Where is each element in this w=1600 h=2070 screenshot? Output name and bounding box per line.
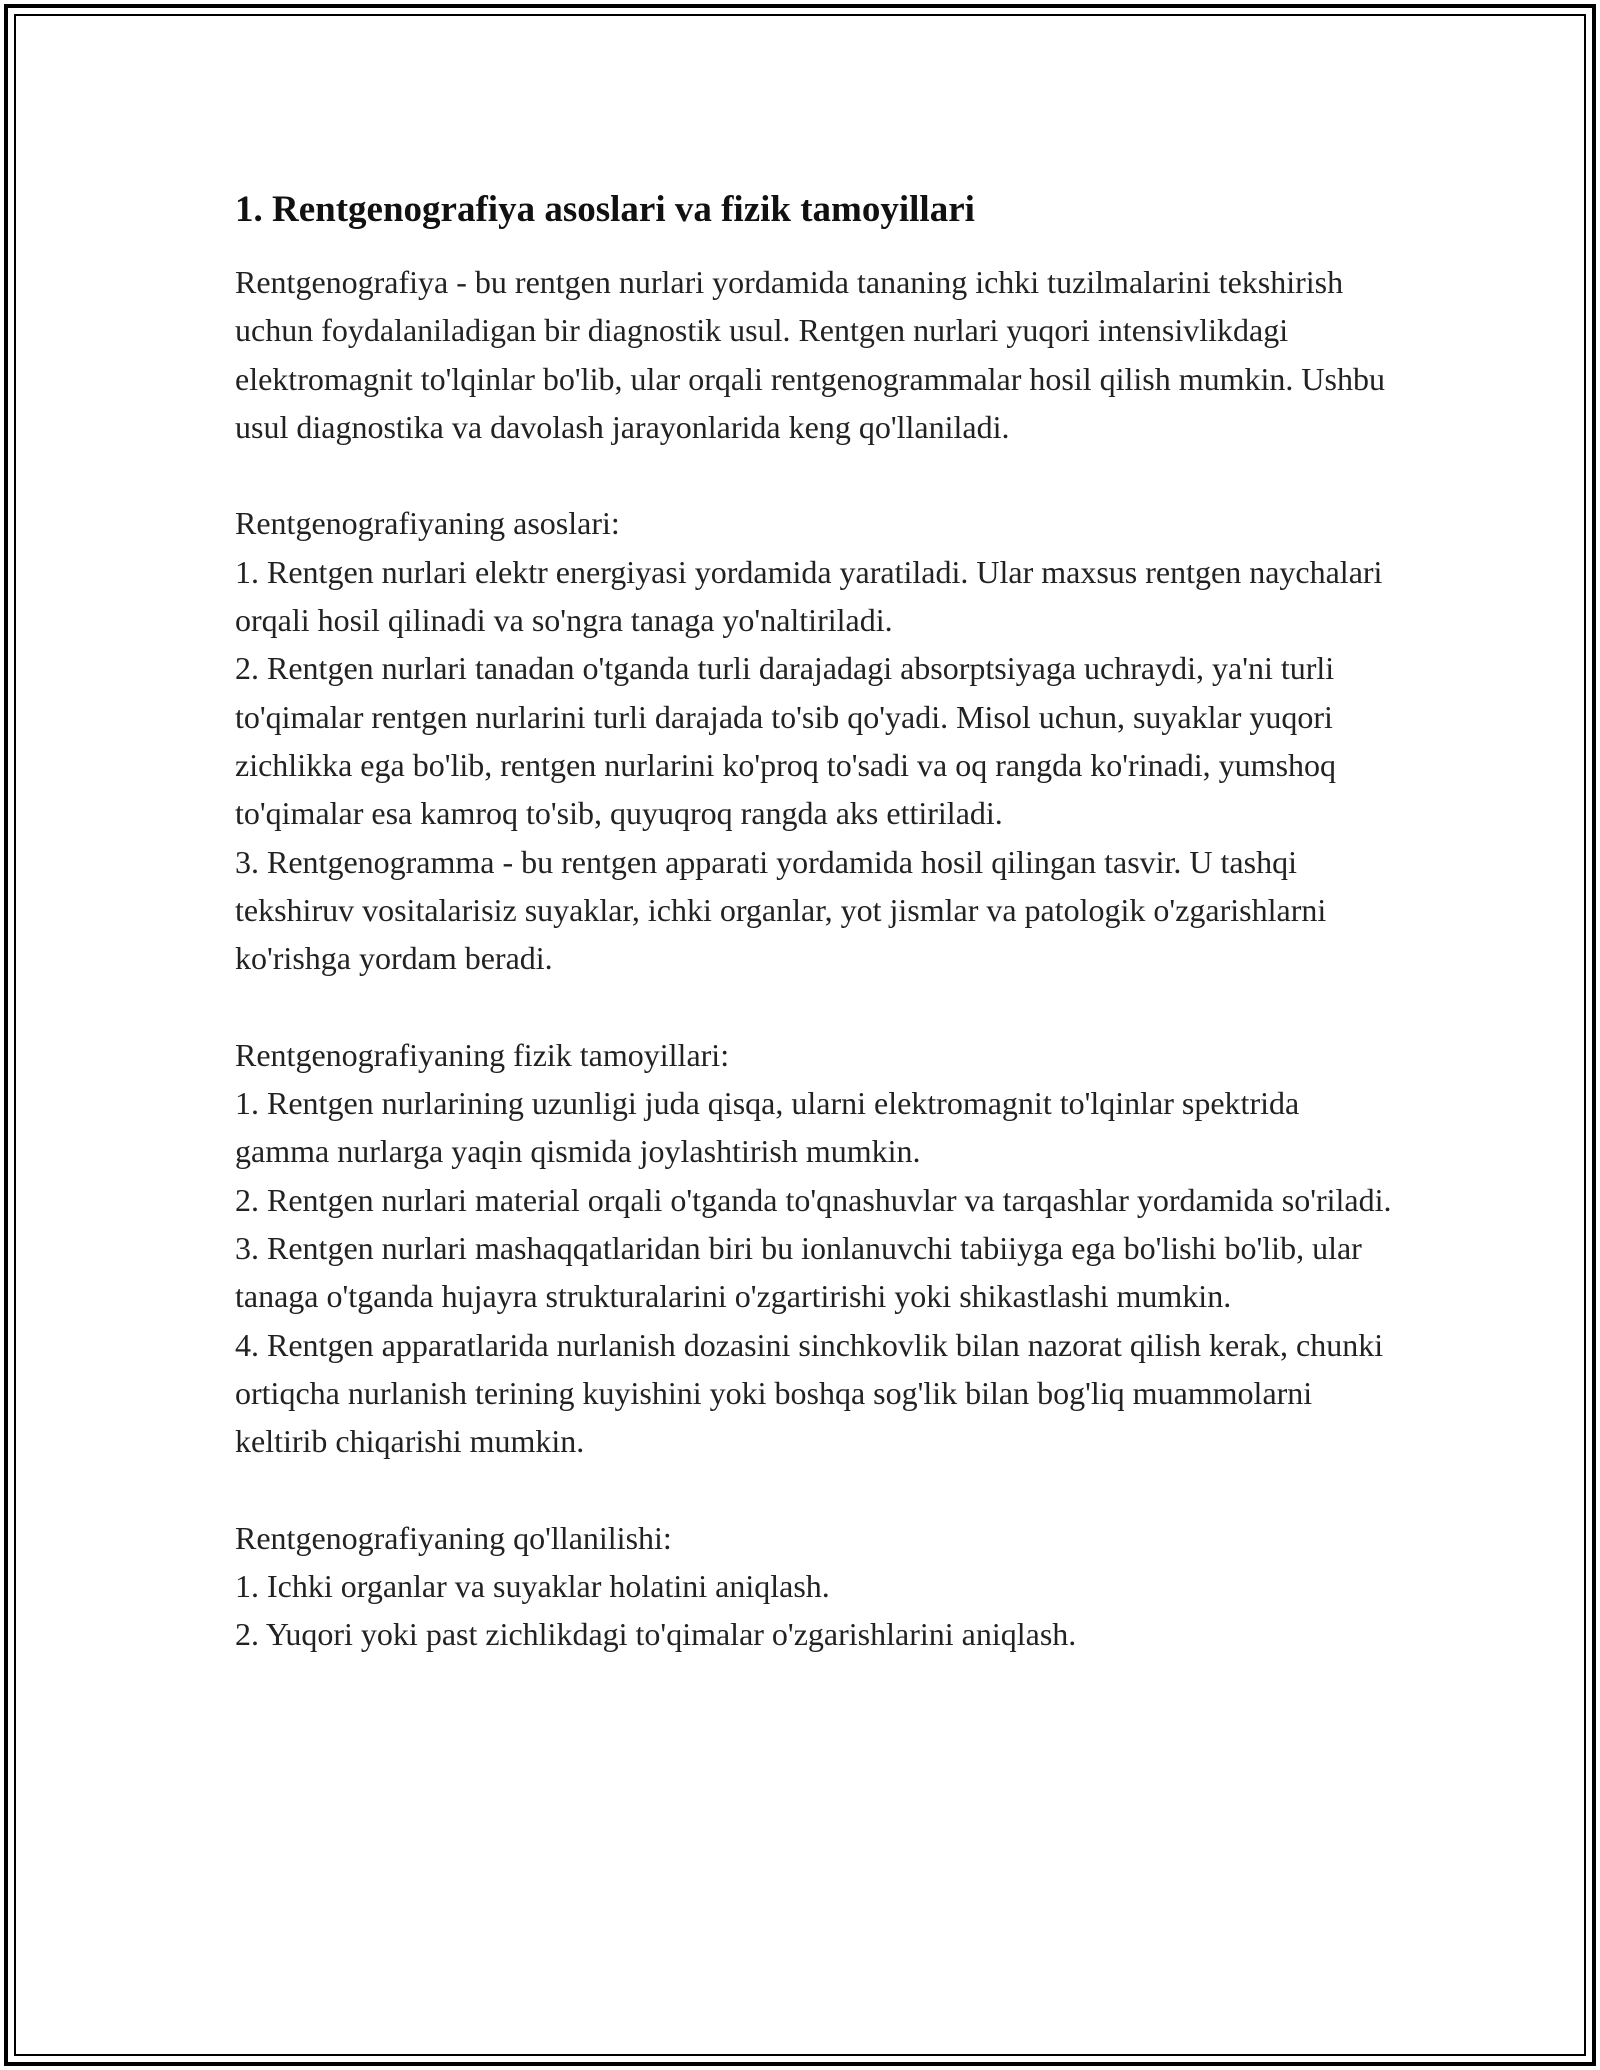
section-applications <box>235 1514 1395 1659</box>
list-item: 3. Rentgenogramma - bu rentgen apparati yordamida hosil qilingan tasvir. U tashqi tekshiruv vositalarisiz suyaklar, ichki organlar, yot jismlar va patologik o'zgarishlarni ko'rishga yordam beradi. <box>235 843 1327 977</box>
document-body <box>235 186 1395 1659</box>
list-item: 2. Rentgen nurlari tanadan o'tganda turli darajadagi absorptsiyaga uchraydi, ya'ni turli to'qimalar rentgen nurlarini turli darajada to'sib qo'yadi. Misol uchun, suyaklar yuqori zichlikka ega bo'lib, rentgen nurlarini ko'proq to'sadi va oq rangda ko'rinadi, yumshoq to'qimalar esa kamroq to'sib, quyuqroq rangda aks ettiriladi. <box>235 650 1337 832</box>
list-item: 3. Rentgen nurlari mashaqqatlaridan biri bu ionlanuvchi tabiiyga ega bo'lishi bo'lib, ular tanaga o'tganda hujayra strukturalarini o'zgartirishi yoki shikastlashi mumkin. <box>235 1229 1362 1315</box>
document-title: 1. Rentgenografiya asoslari va fizik tamoyillari <box>235 189 975 230</box>
section-heading: Rentgenografiyaning fizik tamoyillari: <box>235 1036 730 1073</box>
section-heading: Rentgenografiyaning qo'llanilishi: <box>235 1519 672 1556</box>
list-item: 2. Rentgen nurlari material orqali o'tganda to'qnashuvlar va tarqashlar yordamida so'riladi. <box>235 1181 1392 1218</box>
paragraph-spacer <box>235 451 1395 499</box>
list-item: 2. Yuqori yoki past zichlikdagi to'qimalar o'zgarishlarini aniqlash. <box>235 1616 1077 1653</box>
paragraph-spacer <box>235 1465 1395 1513</box>
section-basics <box>235 499 1395 982</box>
list-item: 1. Ichki organlar va suyaklar holatini aniqlash. <box>235 1568 830 1605</box>
list-item: 1. Rentgen nurlarining uzunligi juda qisqa, ularni elektromagnit to'lqinlar spektrida gamma nurlarga yaqin qismida joylashtirish mumkin. <box>235 1085 1300 1170</box>
list-item: 1. Rentgen nurlari elektr energiyasi yordamida yaratiladi. Ular maxsus rentgen naychalari orqali hosil qilinadi va so'ngra tanaga yo'naltiriladi. <box>235 553 1383 639</box>
paragraph-spacer <box>235 982 1395 1030</box>
list-item: 4. Rentgen apparatlarida nurlanish dozasini sinchkovlik bilan nazorat qilish kerak, chunki ortiqcha nurlanish terining kuyishini yoki boshqa sog'lik bilan bog'liq muammolarni keltirib chiqarishi mumkin. <box>235 1326 1384 1460</box>
section-physics <box>235 1031 1395 1466</box>
intro-paragraph: Rentgenografiya - bu rentgen nurlari yordamida tananing ichki tuzilmalarini tekshirish uchun foydalaniladigan bir diagnostik usul. Rentgen nurlari yuqori intensivlikdagi elektromagnit to'lqinlar bo'lib, ular orqali rentgenogrammalar hosil qilish mumkin. Ushbu usul diagnostika va davolash jarayonlarida keng qo'llaniladi. <box>235 264 1385 445</box>
section-heading: Rentgenografiyaning asoslari: <box>235 505 620 542</box>
